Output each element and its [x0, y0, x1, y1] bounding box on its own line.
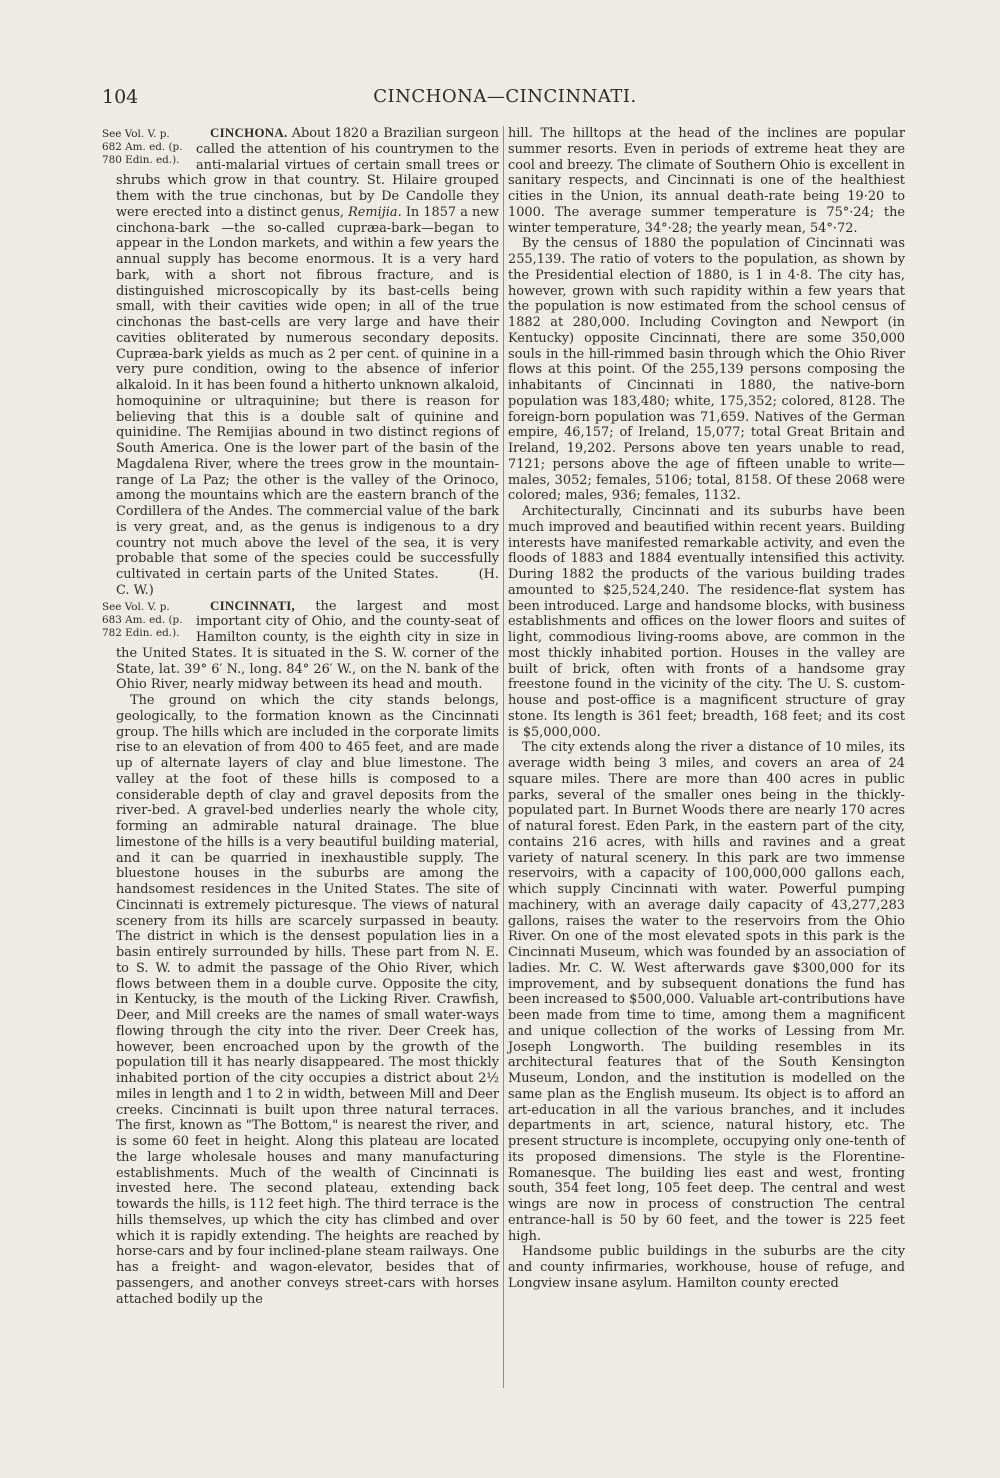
right-column — [508, 126, 905, 1292]
cinchona-paragraph — [102, 126, 499, 599]
cincinnati-p1-text: the largest and most important city of Ohio, and the county-seat of Hamilton county, is the eighth city in size in the United States. It is situated in the S. W. corner of the State, lat. 39° 6′ N., long. 84° 26′ W., on the N. bank of the Ohio River, nearly midway between its head and mouth. — [116, 598, 499, 693]
cincinnati-paragraph-4: Architecturally, Cincinnati and its suburbs have been much improved and beautified within recent years. Building interests have manifested remarkable activity, and even the floods of 1883 and 1884 eventually intensified this activity. During 1882 the products of the various building trades amounted to $25,524,240. The residence-flat system has been introduced. Large and handsome blocks, with business establishments and offices on the lower floors and suites of light, commodious living-rooms above, are common in the most thickly inhabited portion. Houses in the valley are built of brick, often with fronts of a handsome gray freestone found in the vicinity of the city. The U. S. custom-house and post-office is a magnificent structure of gray stone. Its length is 361 feet; breadth, 168 feet; and its cost is $5,000,000. — [508, 504, 905, 740]
author-initials: (H. C. W.) — [116, 567, 499, 598]
cincinnati-paragraph-2: The ground on which the city stands belongs, geologically, to the formation known as the Cincinnati group. The hills which are included in the corporate limits rise to an elevation of from 400 to 465 feet, and are made up of alternate layers of clay and blue limestone. The valley at the foot of these hills is composed to a considerable depth of clay and gravel deposits from the river-bed. A gravel-bed underlies nearly the whole city, forming an admirable natural drainage. The blue limestone of the hills is a very beautiful building material, and it can be quarried in inexhaustible supply. The bluestone houses in the suburbs are among the handsomest residences in the United States. The site of Cincinnati is extremely picturesque. The views of natural scenery from its hills are scarcely surpassed in beauty. The district in which is the densest population lies in a basin entirely surrounded by hills. These part from N. E. to S. W. to admit the passage of the Ohio River, which flows between them in a double curve. Opposite the city, in Kentucky, is the mouth of the Licking River. Crawfish, Deer, and Mill creeks are the names of small water-ways flowing through the city into the river. Deer Creek has, however, been encroached upon by the growth of the population till it has nearly disappeared. The most thickly inhabited portion of the city occupies a district about 2½ miles in length and 1 to 2 in width, between Mill and Deer creeks. Cincinnati is built upon three natural terraces. The first, known as "The Bottom," is nearest the river, and is some 60 feet in height. Along this plateau are located the large wholesale houses and many manufacturing establishments. Much of the wealth of Cincinnati is invested here. The second plateau, extending back towards the hills, is 112 feet high. The third terrace is the hills themselves, up which the city has climbed and over which it is rapidly extending. The heights are reached by horse-cars and by four inclined-plane steam railways. One has a freight- and wagon-elevator, besides that of passengers, and another conveys street-cars with horses attached bodily up the — [116, 693, 499, 1307]
page-header — [102, 86, 908, 110]
cincinnati-paragraph-2-continued: hill. The hilltops at the head of the inclines are popular summer resorts. Even in periods of extreme heat they are cool and breezy. The climate of Southern Ohio is excellent in sanitary respects, and Cincinnati is one of the healthiest cities in the Union, its annual death-rate being 19·20 to 1000. The average summer temperature is 75°·24; the winter temperature, 34°·28; the yearly mean, 54°·72. — [508, 126, 905, 236]
cinchona-text-b: In 1857 a new cinchona-bark —the so-called cupræa-bark—began to appear in the London markets, and within a few years the annual supply has become enormous. It is a very hard bark, with a short not fibrous fracture, and is distinguished microscopically by its bast-cells being small, with their cavities wide open; in all of the true cinchonas the bast-cells are very large and have their cavities obliterated by numerous secondary deposits. Cupræa-bark yields as much as 2 per cent. of quinine in a very pure condition, owing to the absence of inferior alkaloid. In it has been found a hitherto unknown alkaloid, homoquinine or ultraquinine; but there is reason for believing that this is a double salt of quinine and quinidine. The Remijias abound in two distinct regions of South America. One is the lower part of the basin of the Magdalena River, where the trees grow in the mountain-range of La Paz; the other is the valley of the Orinoco, among the mountains which are the eastern branch of the Cordillera of the Andes. The commercial value of the bark is very great, and, as the genus is indigenous to a dry country not much above the level of the sea, it is very probable that some of the species could be successfully cultivated in certain parts of the United States. — [116, 204, 499, 582]
cincinnati-sidenote: See Vol. V. p. 683 Am. ed. (p. 782 Edin. ed.). — [102, 600, 183, 639]
cincinnati-paragraph-6: Handsome public buildings in the suburbs are the city and county infirmaries, workhouse, house of refuge, and Longview insane asylum. Hamilton county erected — [508, 1244, 905, 1291]
genus-name: Remijia. — [348, 204, 402, 220]
cincinnati-paragraph-1 — [102, 598, 499, 694]
page-number: 104 — [102, 86, 139, 108]
cincinnati-paragraph-5: The city extends along the river a distance of 10 miles, its average width being 3 miles, and covers an area of 24 square miles. There are more than 400 acres in public parks, several of the smaller ones being in the thickly-populated part. In Burnet Woods there are nearly 170 acres of natural forest. Eden Park, in the eastern part of the city, contains 216 acres, with hills and ravines and a great variety of natural scenery. In this park are two immense reservoirs, with a capacity of 100,000,000 gallons each, which supply Cincinnati with water. Powerful pumping machinery, with an average daily capacity of 43,277,283 gallons, raises the water to the reservoirs from the Ohio River. On one of the most elevated spots in this park is the Cincinnati Museum, which was founded by an association of ladies. Mr. C. W. West afterwards gave $300,000 for its improvement, and by subsequent donations the fund has been increased to $500,000. Valuable art-contributions have been made from time to time, among them a magnificent and unique collection of the works of Lessing from Mr. Joseph Longworth. The building resembles in its architectural features that of the South Kensington Museum, London, and the institution is modelled on the same plan as the English museum. Its object is to afford an art-education in all the various branches, and it includes departments in art, science, natural history, etc. The present structure is incomplete, occupying only one-tenth of its proposed dimensions. The style is the Florentine-Romanesque. The building lies east and west, fronting south, 354 feet long, 105 feet deep. The central and west wings are now in process of construction The central entrance-hall is 50 by 60 feet, and the tower is 225 feet high. — [508, 740, 905, 1244]
cinchona-text-a: About 1820 a Brazilian surgeon called the attention of his countrymen to the anti-malarial virtues of certain small trees or shrubs which grow in that country. St. Hilaire grouped them with the true cinchonas, but by De Candolle they were erected into a distinct genus, — [116, 126, 499, 220]
cincinnati-paragraph-3: By the census of 1880 the population of Cincinnati was 255,139. The ratio of voters to the population, as shown by the Presidential election of 1880, is 1 in 4·8. The city has, however, grown with such rapidity within a few years that the population is now estimated from the school census of 1882 at 280,000. Including Covington and Newport (in Kentucky) opposite Cincinnati, there are some 350,000 souls in the hill-rimmed basin through which the Ohio River flows at this point. Of the 255,139 persons composing the inhabitants of Cincinnati in 1880, the native-born population was 183,480; white, 175,352; colored, 8128. The foreign-born population was 71,659. Natives of the German empire, 46,157; of Ireland, 15,077; total Great Britain and Ireland, 19,202. Persons above ten years unable to read, 7121; persons above the age of fifteen unable to write—males, 3052; females, 5106; total, 8158. Of these 2068 were colored; males, 936; females, 1132. — [508, 236, 905, 504]
running-head: CINCHONA—CINCINNATI. — [373, 86, 637, 107]
column-rule — [503, 126, 504, 1388]
cinchona-heading: CINCHONA. — [210, 126, 288, 140]
cinchona-sidenote: See Vol. V. p. 682 Am. ed. (p. 780 Edin. ed.). — [102, 128, 183, 166]
cincinnati-heading: CINCINNATI, — [210, 598, 296, 613]
left-column — [102, 126, 499, 1307]
